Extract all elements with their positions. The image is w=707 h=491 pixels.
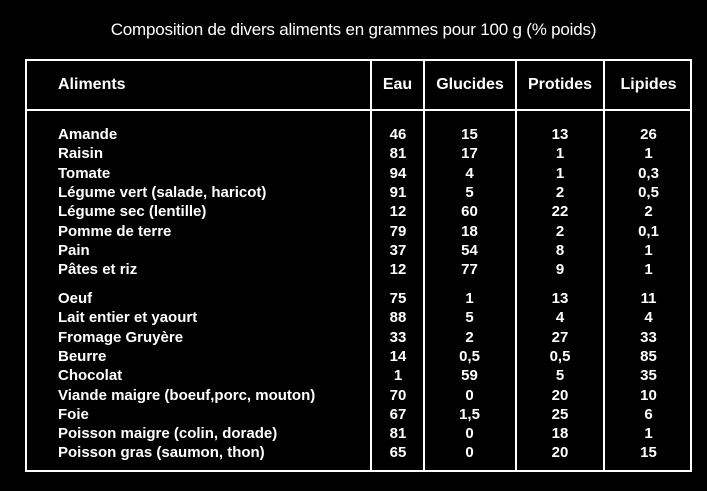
fat-cell: 1 — [644, 241, 653, 259]
table-row — [27, 290, 690, 309]
food-name-cell: Pain — [58, 241, 90, 259]
carbs-cell: 2 — [465, 328, 474, 346]
food-name-cell: Légume sec (lentille) — [58, 203, 207, 221]
food-name-cell: Beurre — [58, 347, 107, 365]
carbs-cell: 5 — [465, 309, 474, 327]
header-water: Eau — [382, 76, 413, 93]
fat-cell: 0,3 — [638, 164, 659, 182]
protein-cell: 18 — [551, 425, 569, 443]
food-name-cell: Chocolat — [58, 367, 123, 385]
protein-cell: 27 — [551, 328, 569, 346]
protein-cell: 9 — [555, 261, 565, 279]
protein-cell: 13 — [551, 126, 569, 143]
carbs-cell: 0 — [465, 444, 474, 462]
water-cell: 67 — [389, 405, 407, 423]
protein-cell: 20 — [551, 386, 569, 404]
table-row — [27, 387, 690, 406]
table-row — [27, 425, 690, 444]
table-row — [27, 348, 690, 367]
food-name-cell: Lait entier et yaourt — [58, 309, 198, 327]
food-name-cell: Poisson maigre (colin, dorade) — [58, 425, 278, 443]
fat-cell: 2 — [644, 203, 653, 221]
food-name-cell: Légume vert (salade, haricot) — [58, 183, 267, 201]
fat-cell: 85 — [640, 347, 657, 365]
protein-cell: 8 — [555, 241, 565, 259]
food-name-cell: Oeuf — [58, 290, 93, 307]
fat-cell: 11 — [640, 290, 657, 307]
protein-cell: 1 — [555, 145, 565, 163]
carbs-cell: 0 — [465, 425, 474, 443]
food-name-cell: Pâtes et riz — [58, 261, 138, 279]
table-row — [27, 406, 690, 425]
fat-cell: 0,1 — [638, 222, 659, 240]
table-row — [27, 203, 690, 222]
food-name-cell: Fromage Gruyère — [58, 328, 184, 346]
table-row — [27, 165, 690, 184]
protein-cell: 5 — [555, 367, 565, 385]
header-fat: Lipides — [620, 76, 677, 93]
water-cell: 70 — [389, 386, 407, 404]
table-row — [27, 126, 690, 145]
fat-cell: 6 — [644, 405, 653, 423]
table-row — [27, 145, 690, 164]
carbs-cell: 59 — [461, 367, 478, 385]
water-cell: 12 — [389, 261, 407, 279]
food-name-cell: Pomme de terre — [58, 222, 172, 240]
protein-cell: 0,5 — [549, 347, 571, 365]
fat-cell: 1 — [644, 261, 653, 279]
food-name-cell: Tomate — [58, 164, 111, 182]
table-row — [27, 223, 690, 242]
carbs-cell: 4 — [465, 164, 474, 182]
header-carbs: Glucides — [436, 76, 504, 93]
protein-cell: 13 — [551, 290, 569, 307]
carbs-cell: 77 — [461, 261, 478, 279]
fat-cell: 33 — [640, 328, 657, 346]
table-row — [27, 242, 690, 261]
carbs-cell: 0,5 — [459, 347, 480, 365]
fat-cell: 1 — [644, 145, 653, 163]
header-protein: Protides — [527, 76, 592, 93]
water-cell: 81 — [389, 145, 407, 163]
water-cell: 81 — [389, 425, 407, 443]
water-cell: 75 — [389, 290, 407, 307]
food-name-cell: Raisin — [58, 145, 104, 163]
water-cell: 65 — [389, 444, 407, 462]
protein-cell: 20 — [551, 444, 569, 462]
water-cell: 91 — [389, 183, 407, 201]
carbs-cell: 0 — [465, 386, 474, 404]
water-cell: 94 — [389, 164, 407, 182]
protein-cell: 2 — [555, 183, 565, 201]
table-row — [27, 444, 690, 463]
protein-cell: 4 — [555, 309, 565, 327]
header-food: Aliments — [58, 76, 126, 93]
protein-cell: 2 — [555, 222, 565, 240]
table-row — [27, 329, 690, 348]
water-cell: 79 — [389, 222, 407, 240]
water-cell: 46 — [389, 126, 407, 143]
table-row — [27, 261, 690, 280]
header-divider — [27, 109, 690, 111]
water-cell: 12 — [389, 203, 407, 221]
protein-cell: 22 — [551, 203, 569, 221]
fat-cell: 35 — [640, 367, 657, 385]
fat-cell: 1 — [644, 425, 653, 443]
carbs-cell: 15 — [461, 126, 478, 143]
carbs-cell: 5 — [465, 183, 474, 201]
carbs-cell: 1 — [465, 290, 474, 307]
fat-cell: 15 — [640, 444, 657, 462]
food-name-cell: Amande — [58, 126, 118, 143]
page-title: Composition de divers aliments en grammes pour 100 g (% poids) — [110, 20, 597, 39]
table-row — [27, 184, 690, 203]
water-cell: 37 — [389, 241, 407, 259]
fat-cell: 26 — [640, 126, 657, 143]
water-cell: 1 — [393, 367, 403, 385]
nutrition-table — [25, 59, 692, 472]
carbs-cell: 54 — [461, 241, 478, 259]
carbs-cell: 17 — [461, 145, 478, 163]
table-row — [27, 367, 690, 386]
table-row — [27, 309, 690, 328]
food-name-cell: Viande maigre (boeuf,porc, mouton) — [58, 386, 316, 404]
carbs-cell: 60 — [461, 203, 478, 221]
water-cell: 33 — [389, 328, 407, 346]
protein-cell: 25 — [551, 405, 569, 423]
food-name-cell: Poisson gras (saumon, thon) — [58, 444, 265, 462]
food-name-cell: Foie — [58, 405, 89, 423]
carbs-cell: 18 — [461, 222, 478, 240]
carbs-cell: 1,5 — [459, 405, 480, 423]
fat-cell: 0,5 — [638, 183, 659, 201]
protein-cell: 1 — [555, 164, 565, 182]
fat-cell: 10 — [640, 386, 657, 404]
water-cell: 14 — [389, 347, 407, 365]
fat-cell: 4 — [644, 309, 653, 327]
water-cell: 88 — [389, 309, 407, 327]
